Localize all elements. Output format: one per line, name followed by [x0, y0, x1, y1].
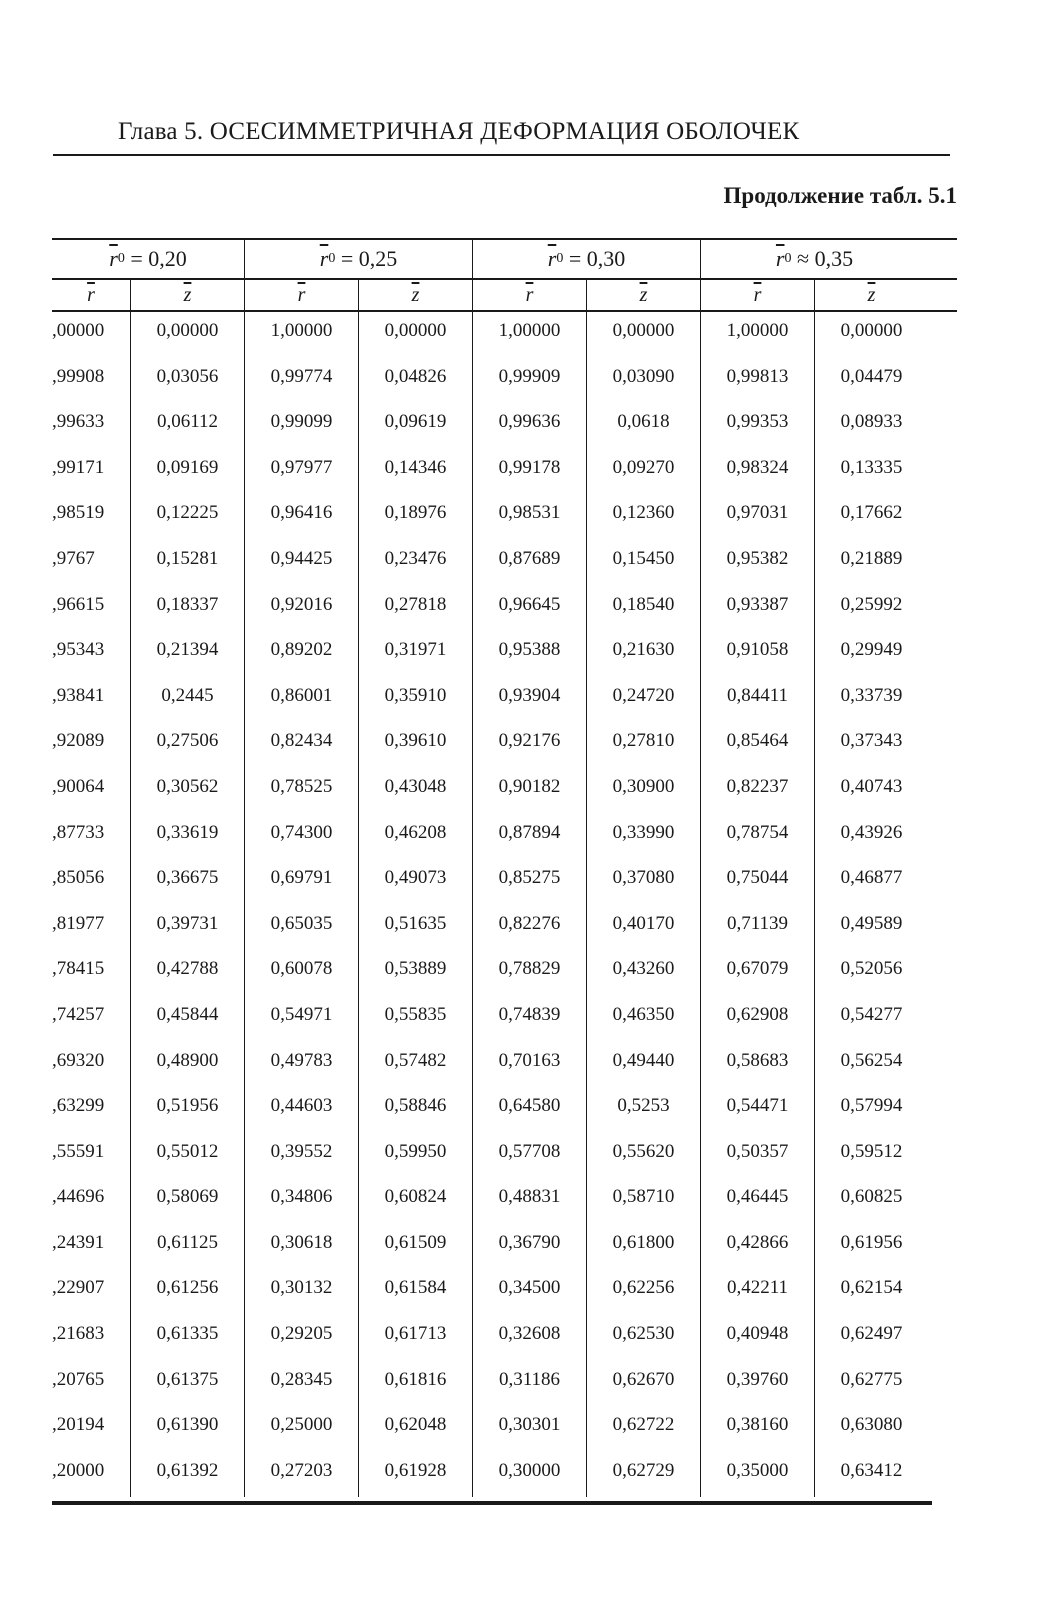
table-cell: 0,52056: [814, 950, 928, 996]
table-cell: 0,61509: [358, 1224, 472, 1270]
table-cell: 0,74300: [244, 814, 358, 860]
table-cell: 0,39760: [700, 1361, 814, 1407]
table-row: [52, 312, 957, 358]
table-cell: 0,09270: [586, 449, 700, 495]
group-header-1: [244, 240, 472, 278]
table-cell: 0,62497: [814, 1315, 928, 1361]
group-subscript: 0: [556, 251, 564, 266]
table-cell: ,21683: [52, 1323, 105, 1345]
group-relation: ≈: [791, 246, 815, 271]
table-cell: 0,71139: [700, 905, 814, 951]
table-cell: 0,70163: [472, 1042, 586, 1088]
table-cell: 0,03090: [586, 358, 700, 404]
table-cell: 0,65035: [244, 905, 358, 951]
table-cell: ,20194: [52, 1414, 105, 1436]
table-cell: 0,57482: [358, 1042, 472, 1088]
table-cell: 0,62722: [586, 1406, 700, 1452]
table-cell: 0,46208: [358, 814, 472, 860]
table-row: [52, 631, 957, 677]
table-cell: 0,86001: [244, 677, 358, 723]
table-cell: 0,06112: [130, 403, 244, 449]
page-header-title: Глава 5. ОСЕСИММЕТРИЧНАЯ ДЕФОРМАЦИЯ ОБОЛОЧЕК: [118, 118, 800, 145]
table-cell: 0,40743: [814, 768, 928, 814]
table-cell: 0,53889: [358, 950, 472, 996]
table-cell: 0,61375: [130, 1361, 244, 1407]
table-cell: 0,91058: [700, 631, 814, 677]
table-cell: 0,61256: [130, 1269, 244, 1315]
group-subscript: 0: [328, 251, 336, 266]
table-cell: 0,49783: [244, 1042, 358, 1088]
table-cell: 0,18540: [586, 586, 700, 632]
table-row: [52, 1042, 957, 1088]
table-cell: 0,87689: [472, 540, 586, 586]
table-cell: 0,31971: [358, 631, 472, 677]
table-cell: 0,57708: [472, 1133, 586, 1179]
table-cell: 0,08933: [814, 403, 928, 449]
header-rule: [53, 154, 950, 156]
table-cell: ,78415: [52, 958, 105, 980]
table-cell: 0,39610: [358, 722, 472, 768]
table-cell: 0,60824: [358, 1178, 472, 1224]
table-cell: 0,95388: [472, 631, 586, 677]
table-cell: 0,92176: [472, 722, 586, 768]
subheader-label: $\overline{z}$: [867, 283, 876, 306]
subheader-cell: [358, 280, 472, 310]
group-value: 0,25: [358, 246, 398, 271]
table-cell: 0,54471: [700, 1087, 814, 1133]
group-value: 0,35: [814, 246, 854, 271]
group-relation: =: [335, 246, 359, 271]
table-cell: 0,00000: [814, 312, 928, 358]
table-cell: 0,74839: [472, 996, 586, 1042]
table-cell: 0,55012: [130, 1133, 244, 1179]
table-cell: 0,33619: [130, 814, 244, 860]
group-relation: =: [124, 246, 149, 271]
table-cell: 0,36790: [472, 1224, 586, 1270]
table-cell: 0,28345: [244, 1361, 358, 1407]
group-symbol: $\overline{r}$: [109, 246, 118, 271]
table-cell: 0,78754: [700, 814, 814, 860]
table-row: [52, 358, 957, 404]
table-cell: 0,61928: [358, 1452, 472, 1498]
group-value: 0,30: [586, 246, 626, 271]
table-cell: 0,62908: [700, 996, 814, 1042]
group-symbol: $\overline{r}$: [775, 246, 785, 271]
table-cell: 0,30618: [244, 1224, 358, 1270]
table-cell: 0,49440: [586, 1042, 700, 1088]
table-cell: 0,58069: [130, 1178, 244, 1224]
table-cell: 0,27818: [358, 586, 472, 632]
subheader-cell: [586, 280, 700, 310]
table-group-header: [52, 240, 957, 280]
table-cell: 0,59950: [358, 1133, 472, 1179]
table-cell: 0,61584: [358, 1269, 472, 1315]
table-cell: 0,30301: [472, 1406, 586, 1452]
table-body: [52, 312, 957, 1497]
table-cell: 0,87894: [472, 814, 586, 860]
table-cell: 0,38160: [700, 1406, 814, 1452]
group-subscript: 0: [117, 251, 125, 266]
table-cell: 1,00000: [472, 312, 586, 358]
table-cell: ,69320: [52, 1049, 105, 1071]
table-cell: 0,36675: [130, 859, 244, 905]
table-bottom-rule: [52, 1501, 932, 1505]
table-cell: 0,63080: [814, 1406, 928, 1452]
table-cell: 0,39731: [130, 905, 244, 951]
table-cell: 0,09169: [130, 449, 244, 495]
table-row: [52, 905, 957, 951]
table-cell: 0,99909: [472, 358, 586, 404]
table-cell: 0,30132: [244, 1269, 358, 1315]
table-row: [52, 1361, 957, 1407]
table-cell: 0,62670: [586, 1361, 700, 1407]
table-cell: 0,61956: [814, 1224, 928, 1270]
table-cell: 0,75044: [700, 859, 814, 905]
table-cell: 0,30562: [130, 768, 244, 814]
table-cell: ,44696: [52, 1186, 105, 1208]
table-cell: 0,67079: [700, 950, 814, 996]
group-header-2: [472, 240, 700, 278]
subheader-label: $\overline{z}$: [411, 283, 420, 306]
table-cell: 0,69791: [244, 859, 358, 905]
table-row: [52, 1452, 957, 1498]
table-cell: 0,61816: [358, 1361, 472, 1407]
table-cell: 0,35910: [358, 677, 472, 723]
table-cell: ,99908: [52, 365, 105, 387]
table-cell: 0,37080: [586, 859, 700, 905]
table-cell: 0,89202: [244, 631, 358, 677]
table-cell: 0,62048: [358, 1406, 472, 1452]
table-cell: 0,00000: [586, 312, 700, 358]
table-cell: ,20000: [52, 1459, 105, 1481]
table-cell: 0,55835: [358, 996, 472, 1042]
table-cell: 0,18976: [358, 494, 472, 540]
table-cell: 0,33739: [814, 677, 928, 723]
table-cell: ,87733: [52, 821, 105, 843]
group-subscript: 0: [784, 251, 792, 266]
subheader-cell: [472, 280, 586, 310]
table-cell: 0,0618: [586, 403, 700, 449]
table-cell: 0,21889: [814, 540, 928, 586]
table-row: [52, 403, 957, 449]
table-caption: Продолжение табл. 5.1: [723, 183, 957, 208]
table-cell: 0,85464: [700, 722, 814, 768]
table-cell: 0,04826: [358, 358, 472, 404]
table-cell: 0,14346: [358, 449, 472, 495]
table-cell: 0,49589: [814, 905, 928, 951]
subheader-label: $\overline{z}$: [183, 283, 192, 306]
table-cell: 0,49073: [358, 859, 472, 905]
table-cell: 0,30900: [586, 768, 700, 814]
table-cell: 0,62729: [586, 1452, 700, 1498]
table-cell: 0,99774: [244, 358, 358, 404]
table-cell: 1,00000: [700, 312, 814, 358]
table-cell: ,9767: [52, 547, 95, 569]
table-cell: 0,33990: [586, 814, 700, 860]
table-cell: 0,43260: [586, 950, 700, 996]
table-cell: 0,42866: [700, 1224, 814, 1270]
table-row: [52, 1315, 957, 1361]
table-cell: 0,27203: [244, 1452, 358, 1498]
table-row: [52, 586, 957, 632]
table-cell: 0,46350: [586, 996, 700, 1042]
table-cell: 0,96416: [244, 494, 358, 540]
table-cell: 0,92016: [244, 586, 358, 632]
table-cell: ,24391: [52, 1231, 105, 1253]
table-cell: 0,55620: [586, 1133, 700, 1179]
table-cell: 0,59512: [814, 1133, 928, 1179]
table-row: [52, 677, 957, 723]
table-row: [52, 722, 957, 768]
table-row: [52, 1406, 957, 1452]
subheader-cell: [52, 280, 130, 310]
table-cell: ,85056: [52, 867, 105, 889]
table-cell: 0,58683: [700, 1042, 814, 1088]
table-cell: 0,58710: [586, 1178, 700, 1224]
table-subheader: [52, 280, 957, 312]
table-cell: 0,98531: [472, 494, 586, 540]
table-cell: 0,97977: [244, 449, 358, 495]
group-header-0: [52, 240, 244, 278]
table-cell: 0,21630: [586, 631, 700, 677]
table-row: [52, 1178, 957, 1224]
table-cell: 0,34500: [472, 1269, 586, 1315]
table-cell: ,63299: [52, 1095, 105, 1117]
table-cell: 0,51635: [358, 905, 472, 951]
table-cell: 0,60078: [244, 950, 358, 996]
table-cell: 0,90182: [472, 768, 586, 814]
table-cell: 0,46877: [814, 859, 928, 905]
subheader-label: $\overline{r}$: [297, 283, 306, 306]
table-cell: 0,00000: [130, 312, 244, 358]
table-cell: 0,94425: [244, 540, 358, 586]
table-cell: ,93841: [52, 684, 105, 706]
table-cell: 0,48831: [472, 1178, 586, 1224]
table-cell: ,99633: [52, 411, 105, 433]
table-cell: 0,54277: [814, 996, 928, 1042]
table-cell: 0,60825: [814, 1178, 928, 1224]
table-row: [52, 1269, 957, 1315]
table-row: [52, 996, 957, 1042]
table-cell: 0,78525: [244, 768, 358, 814]
table-cell: 0,5253: [586, 1087, 700, 1133]
table-row: [52, 859, 957, 905]
table-cell: 0,29205: [244, 1315, 358, 1361]
table-cell: 0,03056: [130, 358, 244, 404]
group-header-3: [700, 240, 928, 278]
table-cell: 0,35000: [700, 1452, 814, 1498]
table-cell: 0,58846: [358, 1087, 472, 1133]
table-cell: 0,95382: [700, 540, 814, 586]
table-cell: 0,93387: [700, 586, 814, 632]
table-cell: 0,99099: [244, 403, 358, 449]
subheader-cell: [814, 280, 928, 310]
table-cell: 0,24720: [586, 677, 700, 723]
table-cell: ,99171: [52, 456, 105, 478]
table-cell: 0,82434: [244, 722, 358, 768]
table-cell: 0,37343: [814, 722, 928, 768]
table-cell: 0,78829: [472, 950, 586, 996]
table-cell: 0,61713: [358, 1315, 472, 1361]
table-cell: 0,40170: [586, 905, 700, 951]
table-cell: 0,25000: [244, 1406, 358, 1452]
table-cell: 1,00000: [244, 312, 358, 358]
data-table: [52, 238, 957, 1505]
table-row: [52, 494, 957, 540]
table-cell: 0,62256: [586, 1269, 700, 1315]
table-cell: 0,12225: [130, 494, 244, 540]
table-cell: 0,50357: [700, 1133, 814, 1179]
table-cell: ,81977: [52, 912, 105, 934]
table-cell: 0,34806: [244, 1178, 358, 1224]
subheader-cell: [130, 280, 244, 310]
table-cell: 0,43926: [814, 814, 928, 860]
table-cell: 0,56254: [814, 1042, 928, 1088]
table-cell: 0,62530: [586, 1315, 700, 1361]
subheader-cell: [700, 280, 814, 310]
table-cell: 0,39552: [244, 1133, 358, 1179]
subheader-label: $\overline{r}$: [525, 283, 534, 306]
table-cell: ,96615: [52, 593, 105, 615]
table-cell: ,90064: [52, 775, 105, 797]
table-cell: 0,82276: [472, 905, 586, 951]
table-row: [52, 814, 957, 860]
table-row: [52, 1133, 957, 1179]
table-cell: 0,21394: [130, 631, 244, 677]
group-symbol: $\overline{r}$: [319, 246, 329, 271]
table-cell: 0,17662: [814, 494, 928, 540]
table-cell: 0,98324: [700, 449, 814, 495]
table-cell: 0,63412: [814, 1452, 928, 1498]
table-cell: 0,43048: [358, 768, 472, 814]
table-cell: 0,61800: [586, 1224, 700, 1270]
table-row: [52, 540, 957, 586]
table-cell: 0,57994: [814, 1087, 928, 1133]
table-row: [52, 449, 957, 495]
table-cell: ,00000: [52, 320, 105, 341]
table-cell: 0,61392: [130, 1452, 244, 1498]
group-symbol: $\overline{r}$: [547, 246, 557, 271]
table-cell: ,74257: [52, 1003, 105, 1025]
table-cell: 0,85275: [472, 859, 586, 905]
subheader-cell: [244, 280, 358, 310]
table-row: [52, 1087, 957, 1133]
table-cell: 0,2445: [130, 677, 244, 723]
table-cell: 0,84411: [700, 677, 814, 723]
table-cell: 0,25992: [814, 586, 928, 632]
table-cell: 0,46445: [700, 1178, 814, 1224]
table-cell: 0,40948: [700, 1315, 814, 1361]
table-cell: 0,29949: [814, 631, 928, 677]
group-relation: =: [563, 246, 587, 271]
table-cell: 0,97031: [700, 494, 814, 540]
table-cell: 0,93904: [472, 677, 586, 723]
table-cell: 0,99353: [700, 403, 814, 449]
table-cell: 0,27810: [586, 722, 700, 768]
table-cell: 0,99178: [472, 449, 586, 495]
table-cell: 0,23476: [358, 540, 472, 586]
subheader-label: $\overline{z}$: [639, 283, 648, 306]
table-row: [52, 768, 957, 814]
table-row: [52, 1224, 957, 1270]
table-cell: 0,61335: [130, 1315, 244, 1361]
table-cell: 0,99813: [700, 358, 814, 404]
table-cell: 0,99636: [472, 403, 586, 449]
table-cell: 0,62775: [814, 1361, 928, 1407]
table-cell: 0,13335: [814, 449, 928, 495]
table-cell: ,98519: [52, 502, 105, 524]
table-cell: 0,09619: [358, 403, 472, 449]
table-cell: 0,64580: [472, 1087, 586, 1133]
table-cell: 0,44603: [244, 1087, 358, 1133]
table-cell: 0,32608: [472, 1315, 586, 1361]
table-cell: 0,42211: [700, 1269, 814, 1315]
table-cell: 0,61390: [130, 1406, 244, 1452]
table-cell: 0,12360: [586, 494, 700, 540]
table-cell: 0,51956: [130, 1087, 244, 1133]
group-value: 0,20: [148, 246, 187, 271]
table-cell: ,95343: [52, 639, 105, 661]
subheader-label: $\overline{r}$: [753, 283, 762, 306]
table-cell: ,55591: [52, 1140, 105, 1162]
table-cell: 0,27506: [130, 722, 244, 768]
table-cell: 0,15281: [130, 540, 244, 586]
table-cell: 0,48900: [130, 1042, 244, 1088]
table-row: [52, 950, 957, 996]
table-cell: 0,31186: [472, 1361, 586, 1407]
table-cell: 0,04479: [814, 358, 928, 404]
table-cell: ,92089: [52, 730, 105, 752]
table-cell: 0,54971: [244, 996, 358, 1042]
table-cell: ,22907: [52, 1277, 105, 1299]
table-cell: 0,82237: [700, 768, 814, 814]
table-cell: 0,42788: [130, 950, 244, 996]
table-cell: 0,15450: [586, 540, 700, 586]
table-cell: ,20765: [52, 1368, 105, 1390]
table-cell: 0,30000: [472, 1452, 586, 1498]
subheader-label: $\overline{r}$: [87, 283, 95, 306]
table-cell: 0,96645: [472, 586, 586, 632]
table-cell: 0,45844: [130, 996, 244, 1042]
table-cell: 0,62154: [814, 1269, 928, 1315]
table-cell: 0,00000: [358, 312, 472, 358]
table-cell: 0,18337: [130, 586, 244, 632]
table-cell: 0,61125: [130, 1224, 244, 1270]
